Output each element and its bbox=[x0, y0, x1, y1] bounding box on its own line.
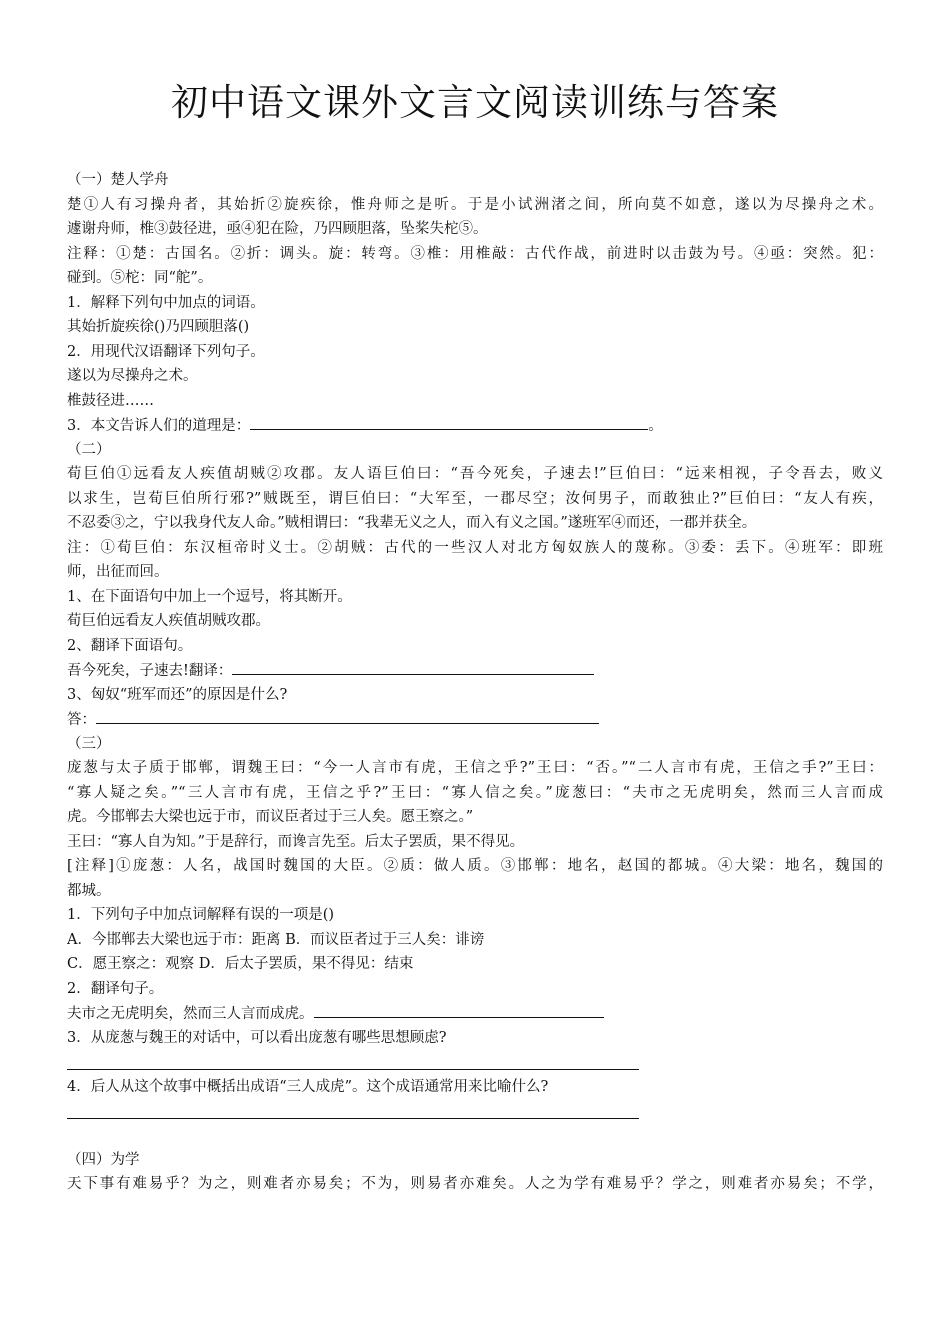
option-line: A．今邯郸去大梁也远于市：距离 B．而议臣者过于三人矣：诽谤 bbox=[67, 931, 485, 948]
note-line: 都城。 bbox=[67, 882, 111, 899]
question-text: 3．本文告诉人们的道理是： bbox=[67, 418, 251, 434]
note-line: 注释：①楚：古国名。②折：调头。旋：转弯。③椎：用椎敲：古代作战，前进时以击鼓为号。④亟：突然。犯： bbox=[67, 245, 883, 262]
document-body bbox=[67, 168, 883, 1197]
spacer bbox=[67, 1124, 883, 1148]
note-line: 碰到。⑤柁：同“舵”。 bbox=[67, 270, 213, 286]
page-title: 初中语文课外文言文阅读训练与答案 bbox=[171, 81, 779, 124]
question: 2．翻译句子。 bbox=[67, 980, 164, 997]
question: 1．下列句子中加点词解释有误的一项是() bbox=[67, 907, 335, 923]
passage-line: 荀巨伯①远看友人疾值胡贼②攻郡。友人语巨伯曰：“吾今死矣，子速去!”巨伯曰：“远来相视，子令吾去，败义 bbox=[67, 466, 883, 482]
answer-blank[interactable] bbox=[250, 413, 648, 430]
question-with-blank bbox=[67, 1001, 883, 1026]
note-line: 师，出征而回。 bbox=[67, 564, 169, 580]
question-text: 吾今死矣，子速去!翻译： bbox=[67, 663, 233, 679]
passage-line: 楚①人有习操舟者，其始折②旋疾徐，惟舟师之是听。于是小试洲渚之间，所向莫不如意，遂以为尽操舟之术。 bbox=[67, 196, 883, 213]
question: 2．用现代汉语翻译下列句子。 bbox=[67, 343, 265, 360]
answer-blank[interactable] bbox=[96, 707, 599, 724]
question-item: 遂以为尽操舟之术。 bbox=[67, 368, 198, 384]
question-with-blank bbox=[67, 658, 883, 683]
question: 3、匈奴“班军而还”的原因是什么? bbox=[67, 686, 288, 703]
passage-line: 王曰：“寡人自为知。”于是辞行，而谗言先至。后太子罢质，果不得见。 bbox=[67, 833, 525, 850]
question-item: 其始折旋疾徐()乃四顾胆落() bbox=[67, 319, 250, 335]
passage-line: 天下事有难易乎？为之，则难者亦易矣；不为，则易者亦难矣。人之为学有难易乎？学之，则难者亦易矣；不学， bbox=[67, 1176, 883, 1192]
section-heading: （四）为学 bbox=[67, 1151, 140, 1168]
passage-line: 庞葱与太子质于邯郸，谓魏王曰：“今一人言市有虎，王信之乎?”王曰：“否。”“二人言市有虎，王信之手?”王曰： bbox=[67, 760, 883, 776]
section-heading: （二） bbox=[67, 441, 111, 458]
question-item: 椎鼓径进…… bbox=[67, 392, 154, 409]
option-line: C．愿王察之：观察 D．后太子罢质，果不得见：结束 bbox=[67, 956, 414, 972]
question-text: 夫市之无虎明矣，然而三人言而成虎。 bbox=[67, 1006, 314, 1022]
question-with-blank bbox=[67, 707, 883, 732]
passage-line: 遽谢舟师，椎③鼓径进，亟④犯在险，乃四顾胆落，坠桨失柁⑤。 bbox=[67, 221, 488, 237]
section-heading: （一）楚人学舟 bbox=[67, 172, 169, 188]
passage-line: 虎。今邯郸去大梁也远于市，而议臣者过于三人矣。愿王察之。” bbox=[67, 809, 474, 825]
note-line: [注释]①庞葱：人名，战国时魏国的大臣。②质：做人质。③邯郸：地名，赵国的都城。④大梁：地名，魏国的 bbox=[67, 858, 883, 874]
question: 4．后人从这个故事中概括出成语“三人成虎”。这个成语通常用来比喻什么? bbox=[67, 1078, 549, 1095]
passage-line: 以求生，岂荀巨伯所行邪?”贼既至，谓巨伯曰：“大军至，一郡尽空；汝何男子，而敢独止?”巨伯曰：“友人有疾， bbox=[67, 490, 883, 507]
answer-blank[interactable] bbox=[232, 658, 594, 675]
answer-line[interactable] bbox=[67, 1099, 883, 1124]
question: 3．从庞葱与魏王的对话中，可以看出庞葱有哪些思想顾虑? bbox=[67, 1029, 447, 1046]
passage-line: “寡人疑之矣。”“三人言市有虎，王信之乎?”王曰：“寡人信之矣。”庞葱曰：“夫市之无虎明矣，然而三人言而成 bbox=[67, 784, 883, 801]
question: 1、在下面语句中加上一个逗号，将其断开。 bbox=[67, 588, 352, 605]
note-line: 注：①荀巨伯：东汉桓帝时义士。②胡贼：古代的一些汉人对北方匈奴族人的蔑称。③委：丢下。④班军：即班 bbox=[67, 539, 883, 556]
answer-line[interactable] bbox=[67, 1050, 883, 1075]
section-heading: （三） bbox=[67, 735, 111, 752]
question-item: 荀巨伯远看友人疾值胡贼攻郡。 bbox=[67, 613, 270, 629]
question: 1．解释下列句中加点的词语。 bbox=[67, 294, 265, 311]
answer-blank[interactable] bbox=[314, 1001, 604, 1018]
question: 2、翻译下面语句。 bbox=[67, 637, 193, 654]
question-end: 。 bbox=[648, 418, 663, 434]
question-text: 答： bbox=[67, 712, 96, 728]
question-with-blank bbox=[67, 413, 883, 438]
passage-line: 不忍委③之，宁以我身代友人命。”贼相谓曰：“我辈无义之人，而入有义之国。”遂班军④而还，一郡并获全。 bbox=[67, 515, 757, 531]
